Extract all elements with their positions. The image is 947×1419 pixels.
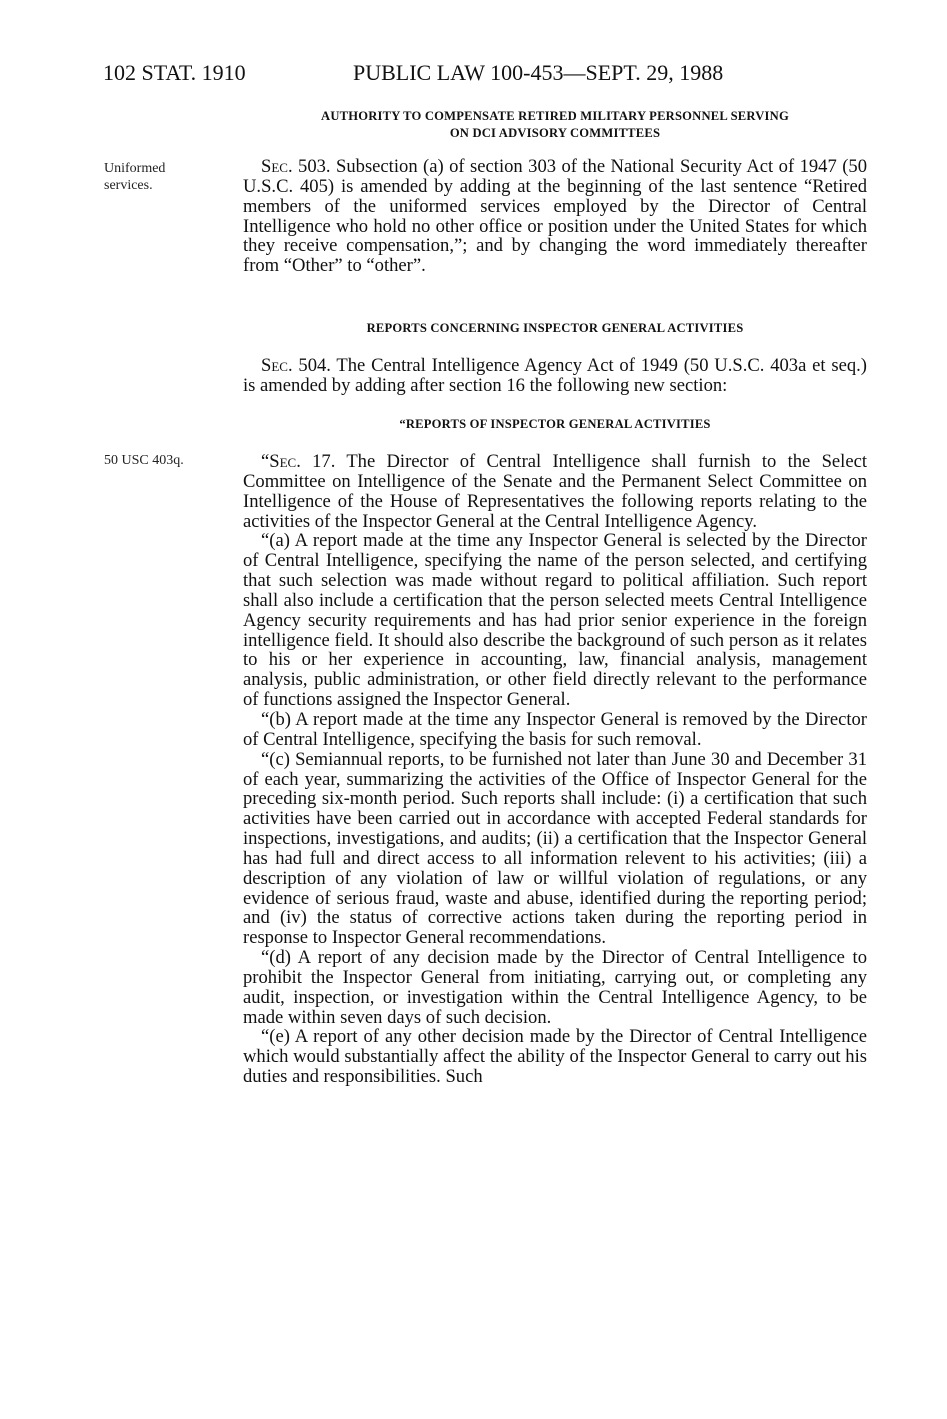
sec-label: Sec [261, 156, 288, 177]
section-503-heading [243, 108, 867, 142]
paragraph-d: “(d) A report of any decision made by the Director of Central Intelligence to prohibit the Inspector General from initiating, carrying out, or completing any audit, inspection, or investigation within the Central Intelligence Agency, to be made within seven days of such decision. [243, 947, 867, 1028]
section-504-text: . 504. The Central Intelligence Agency Act of 1949 (50 U.S.C. 403a et seq.) is amended by adding after section 16 the following new section: [243, 355, 867, 396]
section-504-heading: REPORTS CONCERNING INSPECTOR GENERAL ACTIVITIES [366, 321, 744, 335]
stat-citation: 102 STAT. 1910 [103, 60, 246, 85]
paragraph-e: “(e) A report of any other decision made by the Director of Central Intelligence which would substantially affect the ability of the Inspector General to carry out his duties and responsibilities. Such [243, 1026, 867, 1088]
margin-note-line2: services. [104, 178, 153, 193]
paragraph-a: “(a) A report made at the time any Inspector General is selected by the Director of Central Intelligence, specifying the name of the person selected, and certifying that such selection was made without regard to political affiliation. Such report shall also include a certification that the person selected meets Central Intelligence Agency security requirements and has had prior senior experience in the foreign intelligence field. It should also describe the background of such person as it relates to his or her experience in accounting, law, financial analysis, management analysis, public administration, or other field directly relevant to the performance of functions assigned the Inspector General. [243, 530, 867, 711]
margin-note-usc-citation: 50 USC 403q. [104, 453, 184, 468]
page-header [103, 60, 863, 86]
section-503-text: . 503. Subsection (a) of section 303 of the National Security Act of 1947 (50 U.S.C. 405) is amended by adding at the beginning of the last sentence “Retired members of the uniformed services employed by the Director of Central Intelligence who hold no other office or position under the United States for which they receive compensation,”; and by changing the word immediately thereafter from “Other” to “other”. [243, 156, 867, 277]
section-503-heading-line2: ON DCI ADVISORY COMMITTEES [449, 126, 661, 140]
section-503-heading-line1: AUTHORITY TO COMPENSATE RETIRED MILITARY PERSONNEL SERVING [321, 109, 789, 123]
section-17-body [243, 452, 867, 1087]
public-law-citation: PUBLIC LAW 100-453—SEPT. 29, 1988 [353, 60, 724, 85]
section-17-intro [243, 452, 867, 531]
section-504-paragraph [243, 356, 867, 396]
section-17-intro-text: . 17. The Director of Central Intelligence shall furnish to the Select Committee on Intelligence of the Senate and the Permanent Select Committee on Intelligence of the House of Representatives the following reports relating to the activities of the Inspector General at the Central Intelligence Agency. [243, 451, 867, 532]
open-quote: “ [261, 451, 270, 472]
margin-note-line1: Uniformed [104, 161, 166, 176]
section-503-paragraph [243, 157, 867, 276]
section-17-heading: “REPORTS OF INSPECTOR GENERAL ACTIVITIES [399, 417, 711, 431]
section-503-body [243, 157, 867, 276]
section-504-body [243, 356, 867, 396]
sec-label: Sec [269, 451, 297, 472]
margin-note-uniformed-services [104, 160, 214, 194]
paragraph-b: “(b) A report made at the time any Inspector General is removed by the Director of Central Intelligence, specifying the basis for such removal. [243, 708, 867, 750]
paragraph-c: “(c) Semiannual reports, to be furnished not later than June 30 and December 31 of each year, summarizing the activities of the Office of Inspector General for the preceding six-month period. Such reports shall include: (i) a certification that such activities have been carried out in accordance with accepted Federal standards for inspections, investigations, and audits; (ii) a certification that the Inspector General has had full and direct access to all information relevent to his activities; (iii) a description of any violation of law or willful violation of regulations, or any evidence of serious fraud, waste and abuse, identified during the reporting period; and (iv) the status of corrective actions taken during the reporting period in response to Inspector General recommendations. [243, 748, 867, 949]
sec-label: Sec [261, 355, 288, 376]
